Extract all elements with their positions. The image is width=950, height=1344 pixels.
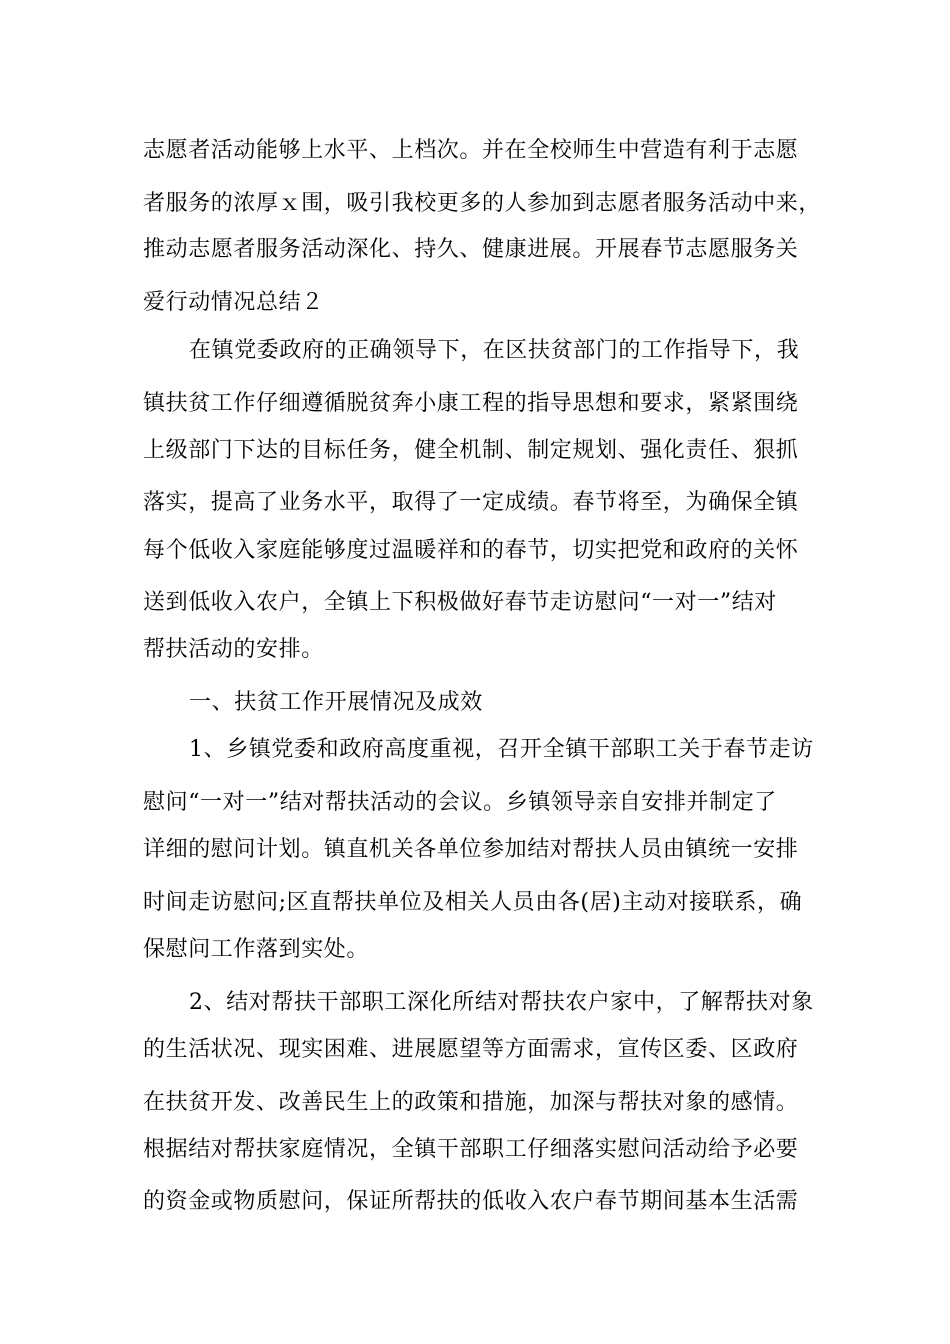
text-line: 爱行动情况总结２: [143, 290, 324, 315]
text-line: 镇扶贫工作仔细遵循脱贫奔小康工程的指导思想和要求，紧紧围绕: [143, 391, 799, 416]
section-heading: 一、扶贫工作开展情况及成效: [189, 690, 483, 715]
text-line: 上级部门下达的目标任务，健全机制、制定规划、强化责任、狠抓: [143, 438, 799, 463]
text-line: 落实，提高了业务水平，取得了一定成绩。春节将至，为确保全镇: [143, 490, 799, 515]
text-line: 推动志愿者服务活动深化、持久、健康进展。开展春节志愿服务关: [143, 237, 799, 262]
text-line: 的资金或物质慰问，保证所帮扶的低收入农户春节期间基本生活需: [143, 1189, 799, 1214]
text-line: 保慰问工作落到实处。: [143, 937, 370, 962]
text-line: 每个低收入家庭能够度过温暖祥和的春节，切实把党和政府的关怀: [143, 538, 799, 563]
text-line: 慰问“一对一”结对帮扶活动的会议。乡镇领导亲自安排并制定了: [143, 790, 777, 815]
text-line: 送到低收入农户，全镇上下积极做好春节走访慰问“一对一”结对: [143, 590, 777, 615]
paragraph-first-line: 1、乡镇党委和政府高度重视，召开全镇干部职工关于春节走访: [189, 737, 814, 762]
text-line: 者服务的浓厚ｘ围，吸引我校更多的人参加到志愿者服务活动中来，: [143, 191, 822, 216]
text-line: 根据结对帮扶家庭情况，全镇干部职工仔细落实慰问活动给予必要: [143, 1137, 799, 1162]
paragraph-first-line: 2、结对帮扶干部职工深化所结对帮扶农户家中，了解帮扶对象: [189, 990, 814, 1015]
paragraph-first-line: 在镇党委政府的正确领导下，在区扶贫部门的工作指导下，我: [189, 338, 800, 363]
text-line: 时间走访慰问;区直帮扶单位及相关人员由各(居)主动对接联系，确: [143, 890, 803, 915]
text-line: 的生活状况、现实困难、进展愿望等方面需求，宣传区委、区政府: [143, 1037, 799, 1062]
text-line: 在扶贫开发、改善民生上的政策和措施，加深与帮扶对象的感情。: [143, 1090, 799, 1115]
text-line: 详细的慰问计划。镇直机关各单位参加结对帮扶人员由镇统一安排: [143, 837, 799, 862]
text-line: 帮扶活动的安排。: [143, 637, 324, 662]
text-line: 志愿者活动能够上水平、上档次。并在全校师生中营造有利于志愿: [143, 138, 799, 163]
